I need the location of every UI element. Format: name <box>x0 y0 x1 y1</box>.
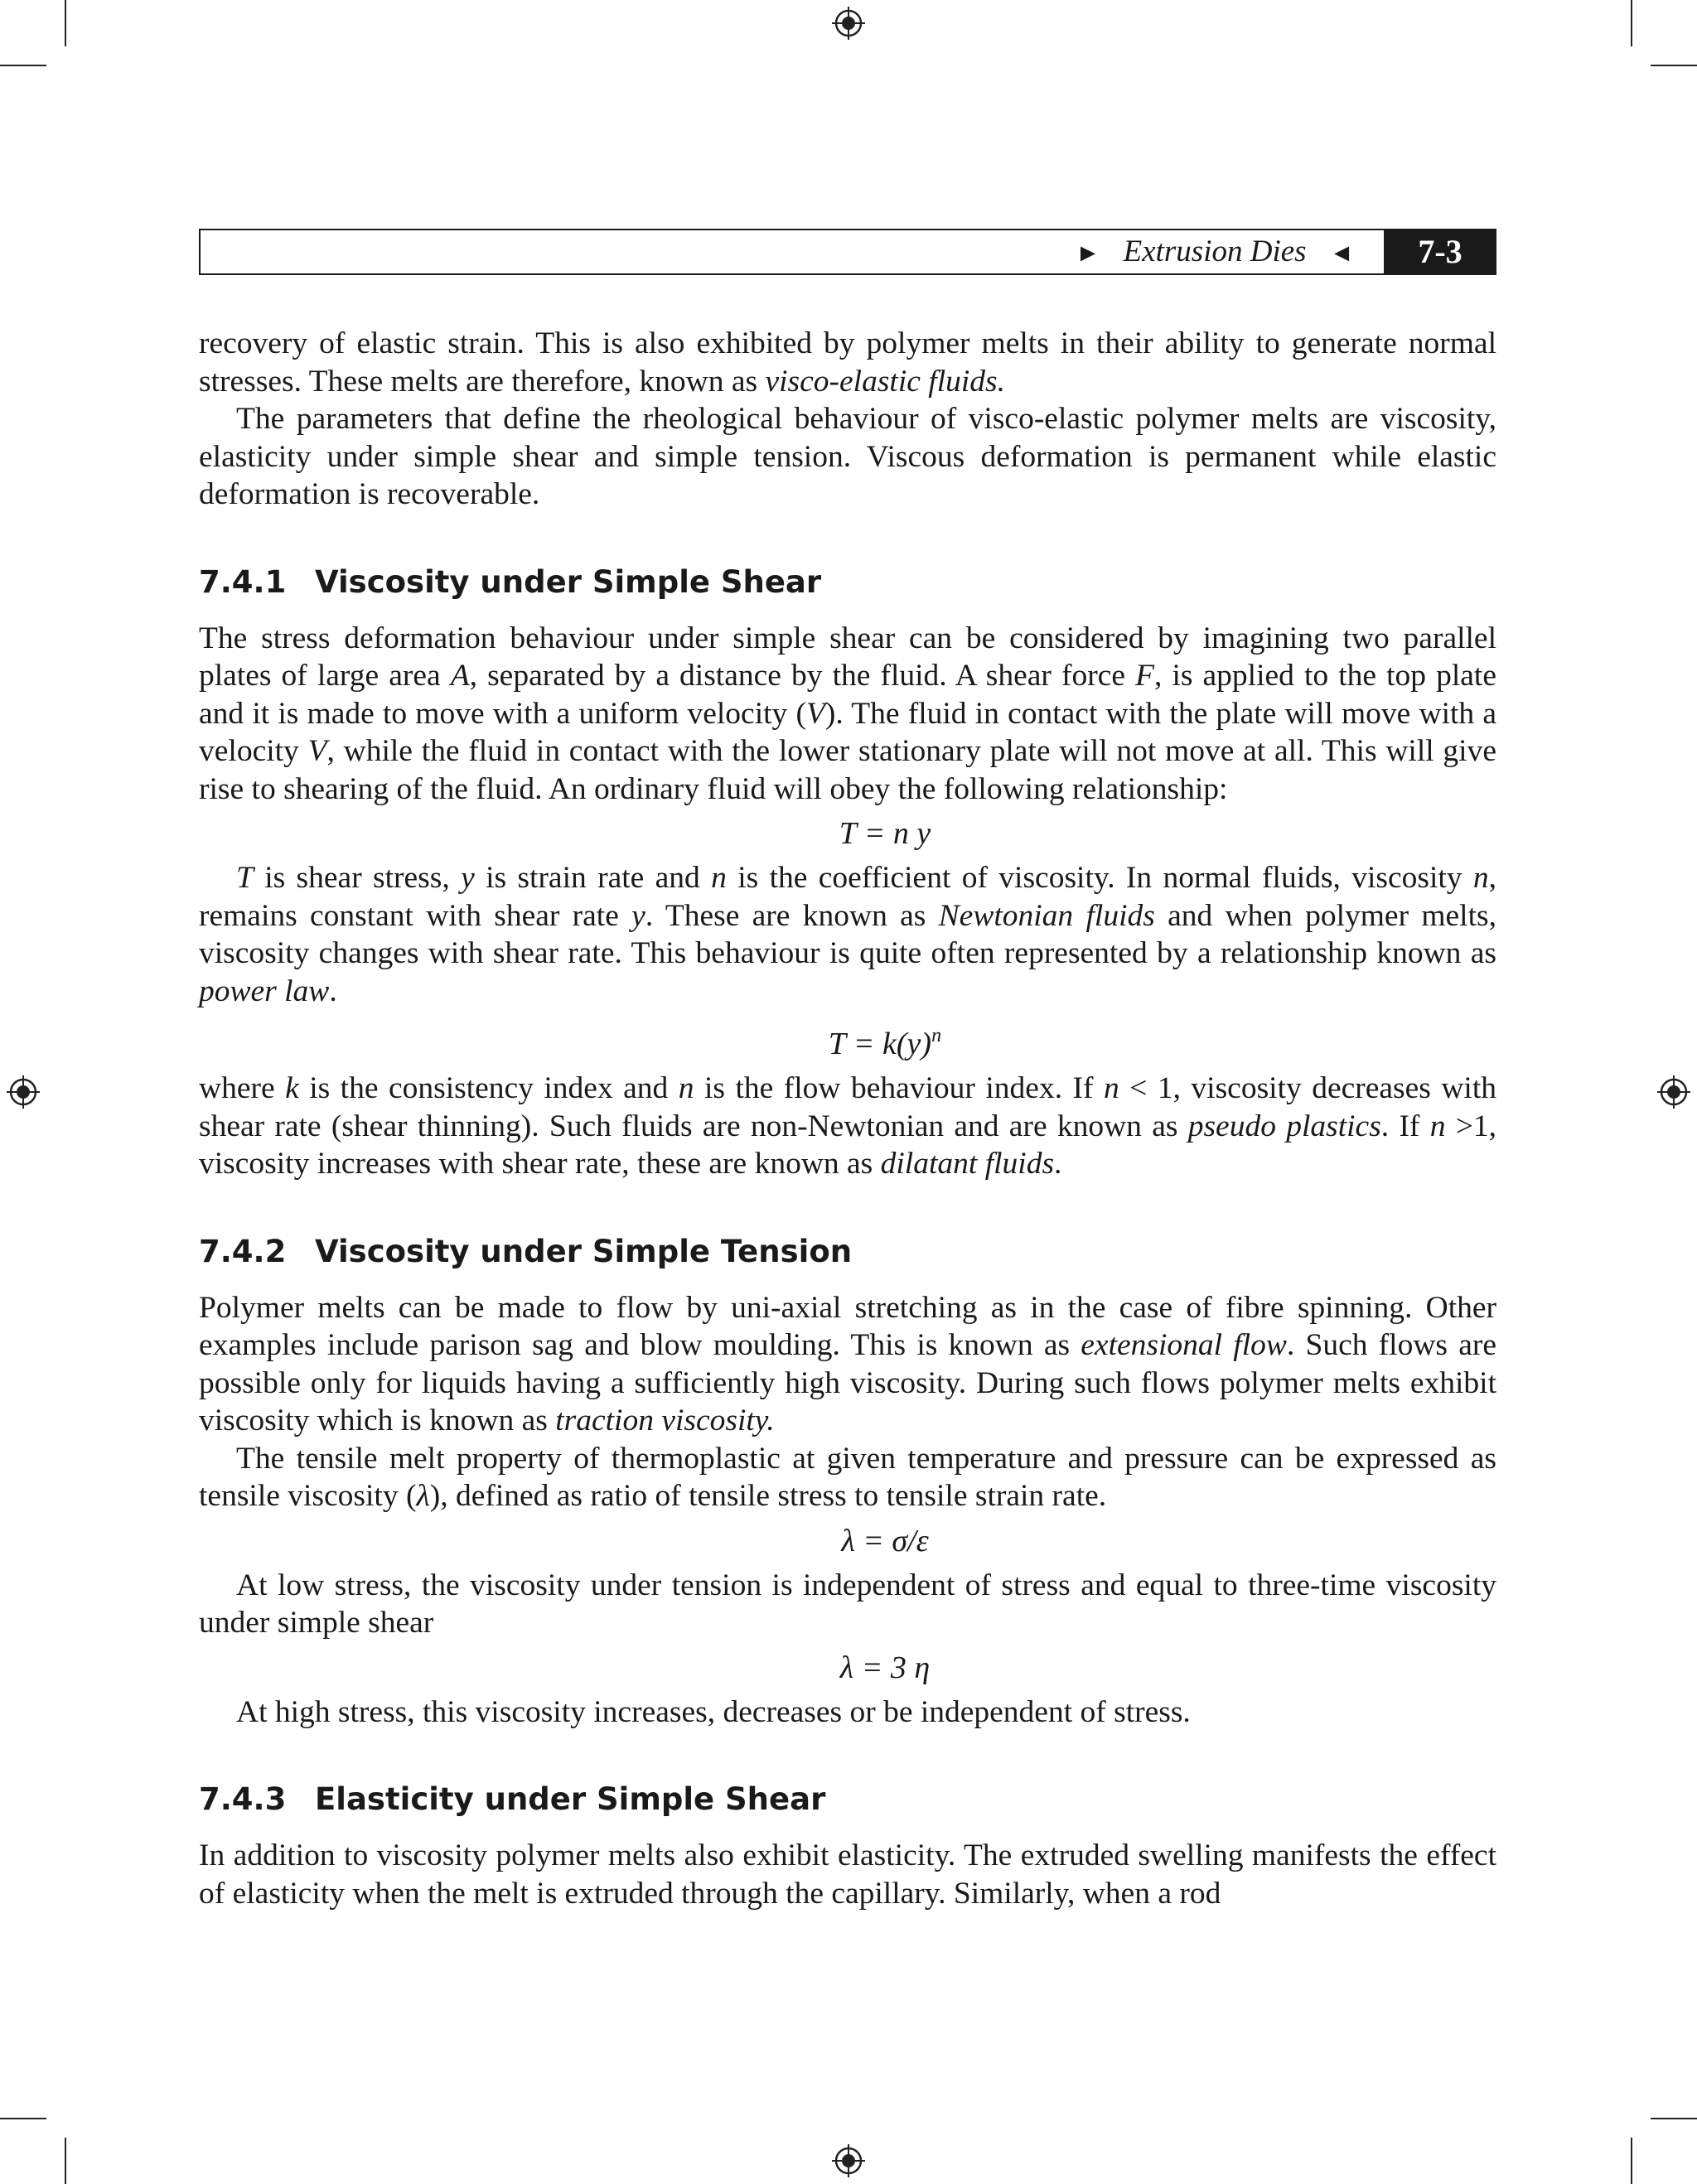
text: The tensile melt property of thermoplastic at given temperature and pressure can be expressed as tensile viscosity ( <box>199 1441 1496 1513</box>
crop-mark-top-left-h <box>0 65 46 66</box>
crop-mark-top-right-v <box>1631 0 1632 46</box>
text: is strain rate and <box>474 861 712 895</box>
equation-1: T = n y <box>839 816 931 851</box>
paragraph-8: At low stress, the viscosity under tension is independent of stress and equal to three-time viscosity under simple shear <box>199 1568 1496 1640</box>
text: . <box>329 974 337 1008</box>
crop-mark-bottom-right-v <box>1631 2138 1632 2184</box>
text: , remains constant with shear rate <box>199 861 1496 933</box>
equation-base: T = k(y) <box>828 1027 932 1061</box>
text: Polymer melts can be made to flow by uni-axial stretching as in the case of fibre spinning. Other examples include parison sag and blow moulding. This is known as <box>199 1290 1496 1362</box>
variable: V <box>307 734 327 768</box>
crop-mark-bottom-left-v <box>65 2138 66 2184</box>
paragraph-4 <box>199 859 1496 1010</box>
text: , separated by a distance by the fluid. A shear force <box>469 659 1136 693</box>
text: >1, viscosity increases with shear rate, these are known as <box>199 1109 1496 1181</box>
running-title: Extrusion Dies <box>1123 234 1307 268</box>
text: is shear stress, <box>253 861 462 895</box>
page-content <box>199 325 1496 1912</box>
emphasis: traction viscosity. <box>555 1404 775 1437</box>
equation-2 <box>199 1015 1496 1065</box>
text: , is applied to the top plate and it is made to move with a uniform velocity ( <box>199 659 1496 731</box>
emphasis: Newtonian fluids <box>938 898 1155 933</box>
text: recovery of elastic strain. This is also exhibited by polymer melts in their ability to generate normal stresses. These melts are therefore, known as <box>199 326 1496 399</box>
text: . If <box>1380 1109 1430 1143</box>
crop-mark-bottom-right-h <box>1651 2118 1697 2119</box>
variable: F <box>1135 659 1154 693</box>
variable: n <box>1429 1109 1446 1143</box>
text: where <box>199 1071 286 1105</box>
paragraph-5 <box>199 1070 1496 1183</box>
paragraph-3 <box>199 620 1496 809</box>
variable: y <box>631 898 645 933</box>
variable: λ <box>416 1479 430 1513</box>
emphasis: power law <box>199 974 330 1008</box>
text: . Such flows are possible only for liquids having a sufficiently high viscosity. During such flows polymer melts exhibit viscosity which is known as <box>199 1328 1496 1437</box>
text: ). The fluid in contact with the plate will move with a velocity <box>199 696 1496 768</box>
variable: n <box>1103 1071 1119 1105</box>
arrow-right-icon: ► <box>1076 239 1100 267</box>
paragraph-9: At high stress, this viscosity increases, decreases or be independent of stress. <box>236 1694 1191 1729</box>
registration-mark-bottom-icon <box>830 2143 867 2179</box>
variable: V <box>805 696 825 731</box>
arrow-left-icon: ◄ <box>1329 239 1354 267</box>
section-heading-7-4-3 <box>199 1779 1496 1820</box>
variable: n <box>678 1071 694 1105</box>
crop-mark-top-right-h <box>1651 65 1697 66</box>
text: is the flow behaviour index. If <box>694 1071 1104 1105</box>
text: . <box>1054 1147 1062 1181</box>
paragraph-10: In addition to viscosity polymer melts also exhibit elasticity. The extruded swelling manifests the effect of elasticity when the melt is extruded through the capillary. Similarly, when a rod <box>199 1839 1496 1911</box>
section-title: Viscosity under Simple Shear <box>315 563 822 600</box>
variable: T <box>236 861 254 895</box>
crop-mark-top-left-v <box>65 0 66 46</box>
section-title: Elasticity under Simple Shear <box>315 1781 826 1817</box>
text: is the consistency index and <box>298 1071 679 1105</box>
text: The stress deformation behaviour under simple shear can be considered by imagining two parallel plates of large area <box>199 621 1496 693</box>
section-heading-7-4-2 <box>199 1231 1496 1273</box>
text: , while the fluid in contact with the lower stationary plate will not move at all. This will give rise to shearing of the fluid. An ordinary fluid will obey the following relationship: <box>199 734 1496 806</box>
variable: A <box>450 659 470 693</box>
paragraph-1 <box>199 325 1496 400</box>
section-number: 7.4.1 <box>199 563 287 600</box>
running-title-block <box>1076 230 1354 273</box>
text: < 1, viscosity decreases with shear rate (shear thinning). Such fluids are non-Newtonian and are known as <box>199 1071 1496 1143</box>
section-number: 7.4.3 <box>199 1781 287 1817</box>
emphasis: extensional flow <box>1081 1328 1287 1362</box>
emphasis: dilatant fluids <box>880 1147 1055 1181</box>
equation-3: λ = σ/ε <box>841 1523 929 1558</box>
variable: k <box>285 1071 299 1105</box>
section-title: Viscosity under Simple Tension <box>315 1233 853 1269</box>
running-header <box>199 229 1496 275</box>
registration-mark-right-icon <box>1656 1074 1692 1110</box>
text: . These are known as <box>645 898 939 933</box>
page-number: 7-3 <box>1384 229 1496 275</box>
registration-mark-top-icon <box>830 5 867 41</box>
crop-mark-bottom-left-h <box>0 2118 46 2119</box>
equation-exponent: n <box>931 1025 942 1046</box>
registration-mark-left-icon <box>5 1074 41 1110</box>
section-number: 7.4.2 <box>199 1233 287 1269</box>
emphasis: visco-elastic fluids. <box>765 364 1005 399</box>
paragraph-7 <box>199 1440 1496 1515</box>
section-heading-7-4-1 <box>199 562 1496 603</box>
variable: y <box>461 861 475 895</box>
equation-4: λ = 3 η <box>839 1650 931 1685</box>
text: ), defined as ratio of tensile stress to tensile strain rate. <box>429 1479 1107 1513</box>
variable: n <box>711 861 727 895</box>
paragraph-6 <box>199 1289 1496 1440</box>
variable: n <box>1472 861 1489 895</box>
text: and when polymer melts, viscosity changes with shear rate. This behaviour is quite often represented by a relationship known as <box>199 898 1496 970</box>
text: is the coefficient of viscosity. In normal fluids, viscosity <box>726 861 1473 895</box>
emphasis: pseudo plastics <box>1187 1109 1381 1143</box>
paragraph-2: The parameters that define the rheological behaviour of visco-elastic polymer melts are viscosity, elasticity under simple shear and simple tension. Viscous deformation is permanent while elastic deformation is recoverable. <box>199 402 1496 511</box>
